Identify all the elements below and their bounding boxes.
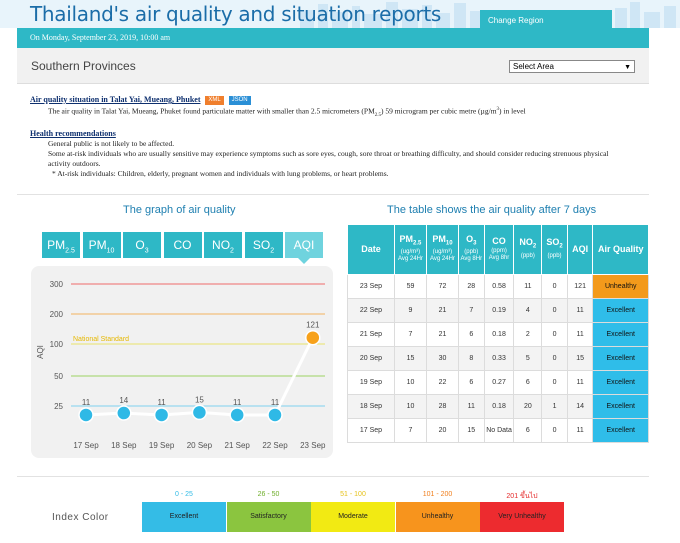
table-cell: 21 Sep: [348, 323, 395, 347]
x-tick-label: 22 Sep: [262, 441, 288, 450]
tab-so2[interactable]: [245, 232, 283, 258]
column-header: Air Quality: [593, 225, 649, 275]
province-bar: [17, 48, 649, 84]
column-header: CO (ppm) Avg 8hr: [484, 225, 514, 275]
tab-label-subscript: 2: [270, 247, 275, 255]
tab-label-subscript: 3: [144, 247, 149, 255]
table-cell: 1: [542, 395, 568, 419]
table-cell: 9: [394, 299, 426, 323]
table-cell: 14: [567, 395, 593, 419]
tab-label: PM: [88, 238, 107, 252]
column-header: $SO_2$ (ppb): [542, 225, 568, 275]
index-color-swatch: Satisfactory: [227, 502, 311, 532]
column-header: $O_3$ (ppb) Avg 8Hr: [458, 225, 484, 275]
data-label: 121: [306, 320, 320, 330]
table-cell: 21: [426, 323, 458, 347]
index-range-label: 101 - 200: [422, 491, 453, 498]
tab-label: SO: [252, 238, 271, 252]
rec-general: General public is not likely to be affected.: [48, 139, 175, 148]
table-row: [348, 371, 649, 395]
table-cell: 6: [514, 371, 542, 395]
column-header: AQI: [567, 225, 593, 275]
area-select[interactable]: [509, 60, 635, 73]
site-title: Thailand's air quality and situation reports: [30, 2, 442, 26]
data-label: 11: [270, 397, 280, 407]
situation-text: The air quality in Talat Yai, Mueang, Phuket found particulate matter with smaller than 2.5 micrometers $(PM_{2.5})$ 59 microgram per cubic metre $(\mu g/m^3)$ in level: [48, 106, 526, 118]
tab-o3[interactable]: [123, 232, 161, 258]
change-region-label: Change Region: [488, 16, 544, 25]
table-cell: 11: [567, 371, 593, 395]
y-tick-label: 100: [49, 340, 63, 349]
json-download-button[interactable]: JSON: [229, 96, 251, 105]
x-tick-label: 21 Sep: [224, 441, 250, 450]
index-color-label: Index Color: [52, 512, 109, 523]
table-cell: 4: [514, 299, 542, 323]
tab-label: PM: [47, 238, 66, 252]
table-cell: 10: [394, 395, 426, 419]
table-row: [348, 323, 649, 347]
tab-label-subscript: 10: [106, 247, 115, 255]
data-point: [306, 331, 320, 345]
table-cell: 10: [394, 371, 426, 395]
tab-label-subscript: 2.5: [65, 247, 75, 255]
table-cell: 20: [426, 419, 458, 443]
table-body: [348, 275, 649, 443]
index-range-label: 0 - 25: [175, 491, 193, 498]
tab-label: AQI: [293, 238, 315, 252]
rec-at-risk: Some at-risk individuals who are usually sensitive may experience symptoms such as sore eyes, cough, sore throat or breathing difficulty, and should consider reducing strenuous physical activity outdoors.: [48, 149, 609, 168]
air-quality-cell: Excellent: [593, 347, 649, 371]
table-cell: 11: [567, 419, 593, 443]
data-point: [230, 408, 244, 422]
air-quality-cell: Excellent: [593, 419, 649, 443]
table-cell: 11: [567, 323, 593, 347]
tab-label: NO: [212, 238, 231, 252]
air-quality-cell: Excellent: [593, 371, 649, 395]
tab-label: CO: [173, 238, 192, 252]
x-tick-label: 17 Sep: [73, 441, 99, 450]
index-range-label: 26 - 50: [257, 491, 280, 498]
aqi-line-chart: [31, 266, 333, 458]
table-cell: 7: [394, 419, 426, 443]
air-quality-cell: Excellent: [593, 299, 649, 323]
table-cell: 0.33: [484, 347, 514, 371]
table-cell: 18 Sep: [348, 395, 395, 419]
table-cell: 11: [567, 299, 593, 323]
table-cell: 19 Sep: [348, 371, 395, 395]
table-row: [348, 299, 649, 323]
table-cell: 20 Sep: [348, 347, 395, 371]
table-cell: 6: [458, 323, 484, 347]
data-label: 14: [119, 396, 129, 406]
data-label: 11: [233, 397, 242, 407]
table-cell: 0.27: [484, 371, 514, 395]
report-date: On Monday, September 23, 2019, 10:00 am: [30, 33, 171, 42]
table-cell: 2: [514, 323, 542, 347]
data-label: 11: [157, 397, 166, 407]
table-cell: 22 Sep: [348, 299, 395, 323]
index-color-swatch: Unhealthy: [396, 502, 480, 532]
data-label: 15: [194, 395, 204, 405]
table-row: [348, 419, 649, 443]
province-title: Southern Provinces: [31, 59, 136, 73]
air-quality-cell: Excellent: [593, 323, 649, 347]
table-cell: 0: [542, 347, 568, 371]
chevron-down-icon: ▼: [624, 64, 631, 71]
table-cell: 28: [458, 275, 484, 299]
air-quality-cell: Unhealthy: [593, 275, 649, 299]
date-bar: [17, 28, 649, 48]
table-row: [348, 347, 649, 371]
table-cell: 5: [514, 347, 542, 371]
table-cell: 0: [542, 323, 568, 347]
table-cell: 15: [394, 347, 426, 371]
data-point: [117, 406, 131, 420]
table-cell: 7: [458, 299, 484, 323]
table-cell: 11: [514, 275, 542, 299]
x-tick-label: 19 Sep: [148, 441, 175, 450]
situation-report: [30, 95, 630, 179]
rec-note: * At-risk individuals: Children, elderly, pregnant women and individuals with lung problems, or heart problems.: [52, 169, 389, 178]
data-point: [192, 405, 206, 419]
table-cell: 8: [458, 347, 484, 371]
active-tab-pointer: [298, 258, 310, 264]
table-cell: 0: [542, 299, 568, 323]
table-cell: 6: [458, 371, 484, 395]
tab-co[interactable]: [164, 232, 202, 258]
table-cell: 59: [394, 275, 426, 299]
table-cell: 23 Sep: [348, 275, 395, 299]
table-cell: 28: [426, 395, 458, 419]
tab-pm25[interactable]: [42, 232, 80, 258]
table-cell: 121: [567, 275, 593, 299]
data-point: [155, 408, 169, 422]
table-cell: 17 Sep: [348, 419, 395, 443]
column-header: Date: [348, 225, 395, 275]
table-cell: 11: [458, 395, 484, 419]
tab-aqi[interactable]: [285, 232, 323, 258]
column-header: $PM_{2.5}$ (ug/m³) Avg 24Hr: [394, 225, 426, 275]
situation-heading-link[interactable]: Air quality situation in Talat Yai, Mueang, Phuket: [30, 95, 201, 104]
table-row: [348, 275, 649, 299]
recommendations-heading: Health recommendations: [30, 129, 116, 138]
index-color-swatch: Moderate: [311, 502, 395, 532]
table-title: The table shows the air quality after 7 days: [387, 204, 597, 216]
table-cell: 7: [394, 323, 426, 347]
table-cell: 30: [426, 347, 458, 371]
table-cell: 0.18: [484, 323, 514, 347]
table-cell: 0.19: [484, 299, 514, 323]
table-cell: 15: [567, 347, 593, 371]
index-range-label: 51 - 100: [340, 491, 366, 498]
xml-download-button[interactable]: XML: [205, 96, 223, 105]
tab-label-subscript: 2: [230, 247, 234, 255]
table-cell: No Data: [484, 419, 514, 443]
index-color-swatch: Excellent: [142, 502, 226, 532]
data-point: [79, 408, 93, 422]
table-cell: 0.58: [484, 275, 514, 299]
table-cell: 20: [514, 395, 542, 419]
y-axis-label: AQI: [36, 345, 45, 359]
column-header: $NO_2$ (ppb): [514, 225, 542, 275]
x-tick-label: 18 Sep: [111, 441, 137, 450]
index-range-label: 201 ขึ้นไป: [506, 493, 538, 500]
area-select-value: Select Area: [513, 62, 554, 71]
table-cell: 0: [542, 275, 568, 299]
tab-pm10[interactable]: [83, 232, 121, 258]
table-row: [348, 395, 649, 419]
x-tick-label: 23 Sep: [300, 441, 326, 450]
table-cell: 72: [426, 275, 458, 299]
table-cell: 22: [426, 371, 458, 395]
y-tick-label: 300: [49, 280, 63, 289]
table-cell: 0: [542, 419, 568, 443]
air-quality-table: [347, 224, 649, 443]
table-cell: 21: [426, 299, 458, 323]
aqi-chart-panel: [31, 266, 333, 458]
table-header-row: [348, 225, 649, 275]
x-tick-label: 20 Sep: [186, 441, 213, 450]
tab-no2[interactable]: [204, 232, 242, 258]
national-standard-label: National Standard: [73, 336, 130, 343]
tab-label: O: [135, 238, 145, 252]
table-cell: 0: [542, 371, 568, 395]
y-tick-label: 200: [49, 310, 63, 319]
column-header: $PM_{10}$ (ug/m³) Avg 24Hr: [426, 225, 458, 275]
table-cell: 0.18: [484, 395, 514, 419]
y-tick-label: 25: [54, 402, 63, 411]
table-cell: 15: [458, 419, 484, 443]
divider: [17, 194, 649, 195]
graph-title: The graph of air quality: [123, 204, 236, 216]
air-quality-cell: Excellent: [593, 395, 649, 419]
index-color-swatch: Very Unhealthy: [480, 502, 564, 532]
data-point: [268, 408, 282, 422]
divider: [17, 476, 649, 477]
data-label: 11: [81, 397, 91, 407]
table-cell: 6: [514, 419, 542, 443]
y-tick-label: 50: [54, 372, 63, 381]
